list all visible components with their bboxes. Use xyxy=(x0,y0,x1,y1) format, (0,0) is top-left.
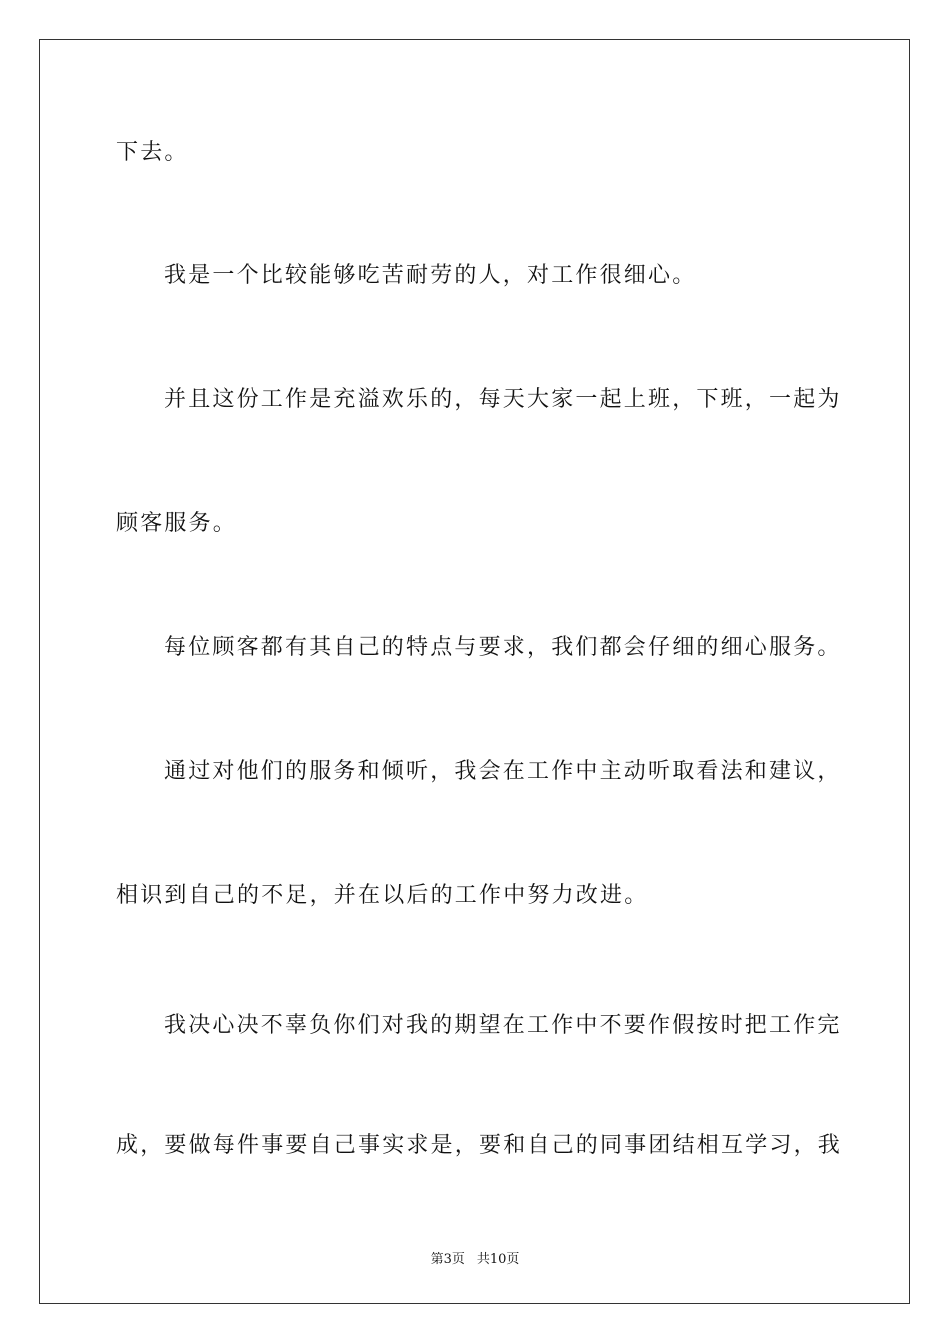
text-line-4: 顾客服务。 xyxy=(116,511,238,536)
text-line-3: 并且这份工作是充溢欢乐的，每天大家一起上班，下班，一起为 xyxy=(164,387,842,412)
page-footer xyxy=(0,1248,950,1267)
text-line-7: 相识到自己的不足，并在以后的工作中努力改进。 xyxy=(116,883,649,908)
text-line-2: 我是一个比较能够吃苦耐劳的人，对工作很细心。 xyxy=(164,263,697,288)
text-line-5: 每位顾客都有其自己的特点与要求，我们都会仔细的细心服务。 xyxy=(164,635,842,660)
text-line-6: 通过对他们的服务和倾听，我会在工作中主动听取看法和建议， xyxy=(164,759,842,784)
text-line-9: 成，要做每件事要自己事实求是，要和自己的同事团结相互学习，我 xyxy=(116,1133,843,1158)
page-number: 第3页 xyxy=(430,1252,465,1267)
text-line-1: 下去。 xyxy=(116,140,189,165)
page-frame xyxy=(39,39,910,1304)
page-total: 共10页 xyxy=(476,1252,520,1267)
text-line-8: 我决心决不辜负你们对我的期望在工作中不要作假按时把工作完 xyxy=(164,1013,842,1038)
